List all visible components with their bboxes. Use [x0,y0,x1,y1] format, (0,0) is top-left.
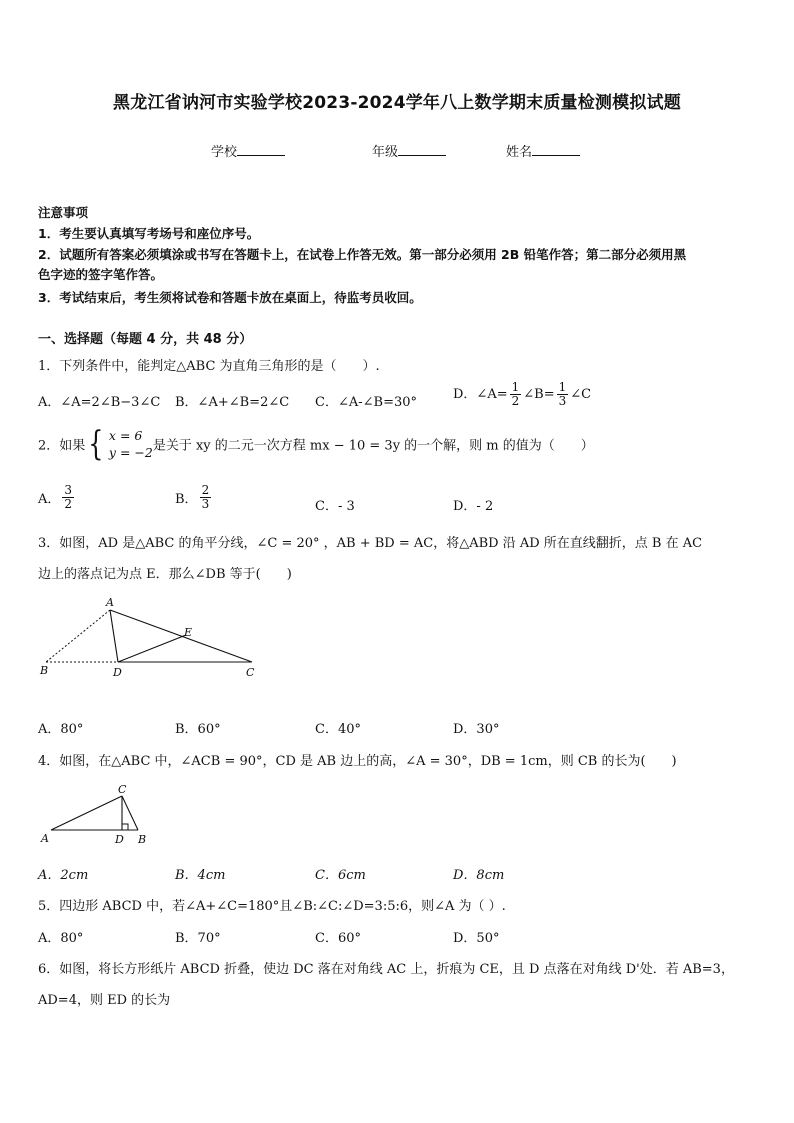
equation-line: y = −2 [108,445,153,460]
grade-field[interactable] [372,141,446,160]
q1-option-a[interactable]: A．∠A=2∠B−3∠C [38,395,161,410]
denominator: 3 [558,394,567,408]
q3-triangle-figure [34,592,274,684]
q3-option-a[interactable]: A．80° [38,722,84,737]
page-title: 黑龙江省讷河市实验学校2023-2024学年八上数学期末质量检测模拟试题 [113,93,681,113]
point-label-c: C [118,783,127,796]
q2-option-b[interactable] [175,484,213,511]
numerator: 1 [511,380,520,394]
denominator: 2 [64,497,73,511]
q3-option-d[interactable]: D．30° [453,722,500,737]
fraction [200,484,212,511]
q1-option-c[interactable]: C．∠A-∠B=30° [315,395,418,410]
equation-line: x = 6 [108,428,143,443]
option-label: B． [175,492,198,507]
q4-option-d[interactable]: D．8cm [453,868,505,883]
school-label: 学校 [211,145,238,160]
section-heading: 一、选择题（每题 4 分，共 48 分） [38,332,253,347]
q1-d-mid: ∠B= [523,387,555,402]
q1-option-d[interactable] [453,381,591,408]
q2-option-a[interactable] [38,484,76,511]
line-ac [110,610,252,662]
q2-suffix: 是关于 xy 的二元一次方程 mx − 10 = 3y 的一个解，则 m 的值为（ ） [152,438,594,454]
school-blank[interactable] [237,143,285,156]
q3-option-b[interactable]: B．60° [175,722,221,737]
question-6-line2: AD=4，则 ED 的长为 [38,993,171,1008]
q2-option-c[interactable]: C．- 3 [315,499,355,514]
right-angle-marker [122,824,128,830]
name-blank[interactable] [532,143,580,156]
question-5-stem: 5．四边形 ABCD 中，若∠A+∠C=180°且∠B:∠C:∠D=3:5:6，则∠A 为（ ）. [38,899,506,914]
point-label-a: A [106,596,114,609]
point-label-a: A [41,832,49,845]
point-label-d: D [113,666,122,679]
point-label-d: D [115,833,124,846]
q1-d-suffix: ∠C [570,387,592,402]
numerator: 2 [201,483,210,497]
point-label-c: C [246,666,255,679]
q5-option-d[interactable]: D．50° [453,931,500,946]
q4-option-b[interactable]: B．4cm [175,868,226,883]
question-2-stem [38,424,594,464]
notice-item: 2．试题所有答案必须填涂或书写在答题卡上，在试卷上作答无效。第一部分必须用 2B 铅笔作答；第二部分必须用黑 [38,247,687,262]
question-3-line2: 边上的落点记为点 E．那么∠DB 等于( ) [38,567,292,582]
q1-d-prefix: D．∠A= [453,387,508,402]
name-label: 姓名 [506,145,533,160]
fraction [557,381,569,408]
line-ac [51,796,122,830]
q5-option-a[interactable]: A．80° [38,931,84,946]
dashed-line-ab [46,610,110,662]
notice-item: 色字迹的签字笔作答。 [38,267,164,282]
equation-system [85,424,153,464]
question-3-line1: 3．如图，AD 是△ABC 的角平分线，∠C = 20° ，AB + BD = AC，将△ABD 沿 AD 所在直线翻折，点 B 在 AC [38,536,703,551]
question-4-stem: 4．如图，在△ABC 中，∠ACB = 90°，CD 是 AB 边上的高，∠A = 30°，DB = 1cm，则 CB 的长为( ) [38,754,677,769]
fraction [62,484,74,511]
q2-prefix: 2．如果 [38,438,86,454]
point-label-b: B [138,833,147,846]
point-label-b: B [40,664,49,677]
q2-option-d[interactable]: D．- 2 [453,499,494,514]
notice-item: 3．考试结束后，考生须将试卷和答题卡放在桌面上，待监考员收回。 [38,290,422,305]
grade-blank[interactable] [398,143,446,156]
denominator: 3 [201,497,210,511]
notice-item: 1．考生要认真填写考场号和座位序号。 [38,226,260,241]
q3-option-c[interactable]: C．40° [315,722,361,737]
question-1-stem: 1．下列条件中，能判定△ABC 为直角三角形的是（ ）. [38,359,380,374]
numerator: 1 [558,380,567,394]
left-brace-icon: { [88,424,104,464]
school-field[interactable] [211,141,285,160]
question-6-line1: 6．如图，将长方形纸片 ABCD 折叠，使边 DC 落在对角线 AC 上，折痕为 CE，且 D 点落在对角线 D'处．若 AB=3， [38,962,734,977]
line-de [118,635,186,662]
line-cb [122,796,138,830]
q1-option-b[interactable]: B．∠A+∠B=2∠C [175,395,290,410]
option-label: A． [38,492,61,507]
q5-option-c[interactable]: C．60° [315,931,361,946]
notice-heading: 注意事项 [38,205,89,220]
q5-option-b[interactable]: B．70° [175,931,221,946]
fraction [510,381,522,408]
grade-label: 年级 [372,145,399,160]
q4-triangle-figure [34,780,164,848]
numerator: 3 [64,483,73,497]
denominator: 2 [511,394,520,408]
name-field[interactable] [506,141,580,160]
point-label-e: E [184,626,193,639]
line-ad [110,610,118,662]
q4-option-c[interactable]: C．6cm [315,868,366,883]
q4-option-a[interactable]: A．2cm [38,868,89,883]
